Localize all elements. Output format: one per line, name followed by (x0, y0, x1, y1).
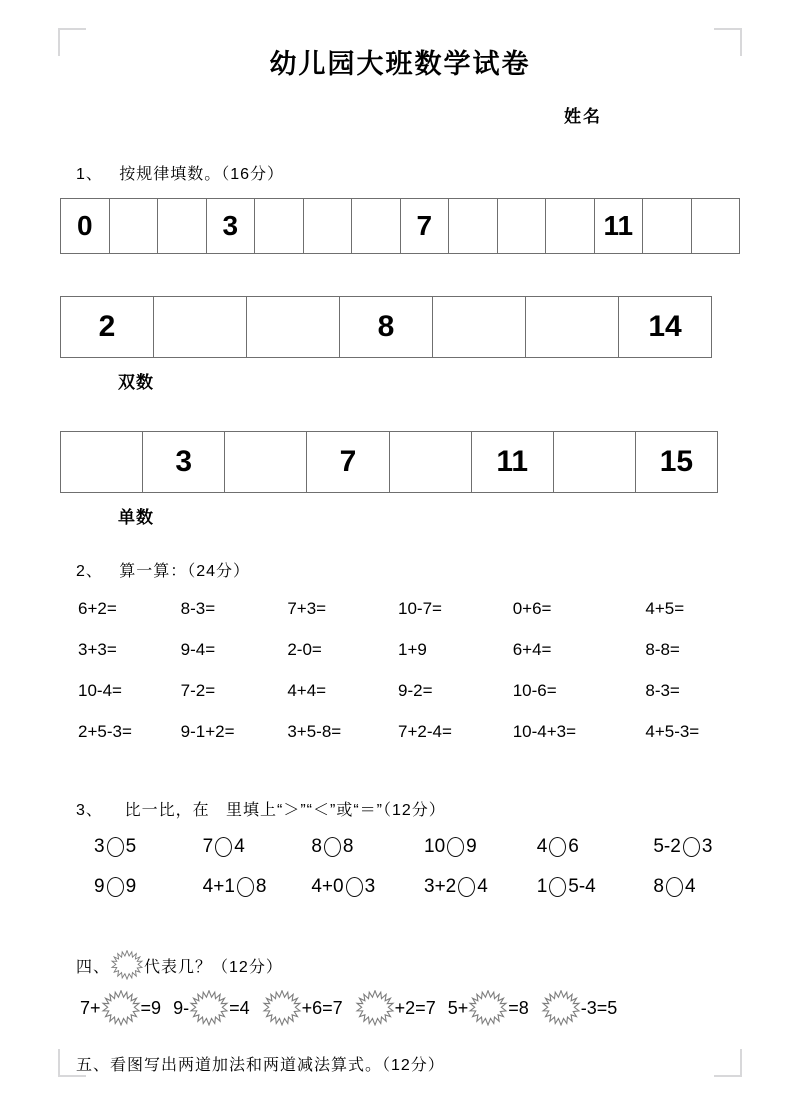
comparison-problem[interactable] (80, 876, 181, 898)
section-3-heading: 3、 比一比，在 里填上“＞”“＜”或“＝”（12分） (76, 802, 446, 820)
comparison-problem[interactable] (289, 876, 398, 898)
number-cell[interactable]: 11 (472, 432, 554, 492)
comparison-problem[interactable] (398, 836, 511, 858)
arithmetic-problem[interactable]: 4+5-3= (645, 722, 700, 742)
starburst-icon (355, 990, 395, 1026)
arithmetic-problem[interactable]: 8-3= (645, 681, 680, 701)
comparison-left-operand: 4+1 (202, 876, 235, 898)
number-cell[interactable] (304, 199, 353, 253)
compare-circle-icon[interactable] (215, 837, 232, 857)
comparison-right-operand: 4 (477, 876, 488, 898)
comparison-right-operand: 5-4 (568, 876, 596, 898)
star-equation[interactable] (173, 990, 250, 1026)
arithmetic-problem[interactable]: 2-0= (287, 640, 322, 660)
comparison-left-operand: 7 (202, 836, 214, 858)
comparison-right-operand: 3 (701, 836, 713, 858)
corner-mark-top-left (58, 28, 86, 56)
comparison-problem[interactable] (623, 836, 740, 858)
comparison-problem[interactable] (398, 876, 511, 898)
arithmetic-problem[interactable]: 6+2= (78, 599, 117, 619)
section-5-heading: 五、看图写出两道加法和两道减法算式。（12分） (76, 1057, 445, 1075)
comparison-left-operand: 1 (536, 876, 548, 898)
star-equation-after: -3=5 (580, 998, 618, 1019)
arithmetic-grid (60, 599, 740, 742)
starburst-icon (189, 990, 229, 1026)
compare-circle-icon[interactable] (346, 877, 363, 897)
number-cell[interactable] (554, 432, 636, 492)
arithmetic-problem[interactable]: 4+5= (645, 599, 685, 619)
arithmetic-problem[interactable]: 6+4= (512, 640, 552, 660)
number-cell[interactable] (498, 199, 547, 253)
number-cell[interactable] (449, 199, 498, 253)
number-cell[interactable]: 14 (619, 297, 712, 357)
compare-circle-icon[interactable] (549, 837, 566, 857)
section-4-heading-suffix: 代表几？（12分） (144, 958, 283, 976)
comparison-problem[interactable] (289, 836, 398, 858)
number-cell[interactable]: 3 (143, 432, 225, 492)
compare-circle-icon[interactable] (458, 877, 475, 897)
comparison-left-operand: 5-2 (653, 836, 681, 858)
arithmetic-problem[interactable]: 7-2= (180, 681, 216, 701)
compare-circle-icon[interactable] (324, 837, 341, 857)
starburst-icon (262, 990, 302, 1026)
number-cell[interactable] (546, 199, 595, 253)
corner-mark-top-right (714, 28, 742, 56)
student-name-label: 姓名 (564, 107, 602, 127)
comparison-row (80, 836, 740, 858)
worksheet-content (0, 127, 800, 1075)
number-strip-3-label: 单数 (118, 508, 154, 528)
comparison-left-operand: 8 (311, 836, 322, 858)
arithmetic-problem[interactable]: 9-2= (398, 681, 433, 701)
comparison-left-operand: 4+0 (311, 876, 344, 898)
number-cell[interactable] (247, 297, 340, 357)
number-cell[interactable] (526, 297, 619, 357)
arithmetic-problem[interactable]: 9-4= (180, 640, 216, 660)
arithmetic-problem[interactable]: 10-4+3= (512, 722, 577, 742)
number-cell[interactable] (225, 432, 307, 492)
comparison-right-operand: 8 (342, 836, 354, 858)
arithmetic-row (70, 640, 734, 660)
number-cell[interactable] (643, 199, 692, 253)
starburst-icon (101, 990, 141, 1026)
comparison-problem[interactable] (511, 836, 624, 858)
comparison-right-operand: 8 (255, 876, 267, 898)
comparison-grid (60, 836, 740, 898)
number-cell[interactable] (692, 199, 741, 253)
number-cell[interactable]: 11 (595, 199, 644, 253)
arithmetic-problem[interactable]: 3+5-8= (287, 722, 342, 742)
star-equation[interactable] (541, 990, 618, 1026)
section-2-heading: 2、 算一算：（24分） (76, 563, 251, 581)
number-cell[interactable] (61, 432, 143, 492)
comparison-left-operand: 8 (653, 876, 664, 898)
number-cell[interactable]: 0 (61, 199, 110, 253)
arithmetic-problem[interactable]: 2+5-3= (78, 722, 132, 742)
comparison-right-operand: 6 (568, 836, 579, 858)
arithmetic-problem[interactable]: 0+6= (512, 599, 552, 619)
compare-circle-icon[interactable] (237, 877, 254, 897)
number-cell[interactable] (158, 199, 207, 253)
star-equation-after: =8 (508, 998, 529, 1019)
number-cell[interactable]: 2 (61, 297, 154, 357)
star-equation-before: 9- (173, 998, 190, 1019)
number-strip-3-odd (60, 431, 718, 493)
number-cell[interactable] (352, 199, 401, 253)
number-strip-1 (60, 198, 740, 254)
arithmetic-problem[interactable]: 7+3= (287, 599, 327, 619)
number-strip-2-label: 双数 (118, 373, 154, 393)
compare-circle-icon[interactable] (107, 837, 124, 857)
compare-circle-icon[interactable] (666, 877, 683, 897)
star-equation[interactable] (448, 990, 529, 1026)
number-strip-2-even (60, 296, 712, 358)
arithmetic-problem[interactable]: 9-1+2= (180, 722, 235, 742)
arithmetic-problem[interactable]: 8-3= (180, 599, 216, 619)
arithmetic-problem[interactable]: 7+2-4= (398, 722, 452, 742)
comparison-left-operand: 3+2 (424, 876, 457, 898)
arithmetic-problem[interactable]: 10-6= (512, 681, 557, 701)
comparison-problem[interactable] (623, 876, 740, 898)
arithmetic-row (70, 681, 734, 701)
arithmetic-problem[interactable]: 1+9 (398, 640, 427, 660)
section-4-heading (60, 950, 740, 980)
number-cell[interactable]: 7 (401, 199, 450, 253)
comparison-left-operand: 4 (536, 836, 548, 858)
star-equation-after: +6=7 (301, 998, 343, 1019)
star-equation-before: 7+ (80, 998, 101, 1019)
section-1-heading: 1、 按规律填数。（16分） (76, 166, 285, 184)
number-cell[interactable]: 7 (307, 432, 389, 492)
arithmetic-problem[interactable]: 10-7= (398, 599, 442, 619)
star-equation-before: 5+ (447, 998, 469, 1019)
arithmetic-problem[interactable]: 4+4= (287, 681, 327, 701)
comparison-row (80, 876, 740, 898)
number-cell[interactable] (110, 199, 159, 253)
comparison-right-operand: 3 (364, 876, 376, 898)
compare-circle-icon[interactable] (683, 837, 700, 857)
comparison-problem[interactable] (181, 836, 290, 858)
section-4-heading-prefix: 四、 (76, 958, 111, 976)
comparison-right-operand: 4 (684, 876, 696, 898)
comparison-problem[interactable] (511, 876, 624, 898)
comparison-problem[interactable] (181, 876, 290, 898)
comparison-right-operand: 5 (125, 836, 137, 858)
page-title: 幼儿园大班数学试卷 (269, 49, 531, 79)
number-cell[interactable]: 8 (340, 297, 433, 357)
compare-circle-icon[interactable] (107, 877, 124, 897)
comparison-right-operand: 9 (466, 836, 477, 858)
comparison-right-operand: 4 (234, 836, 245, 858)
star-equation-after: =9 (140, 998, 162, 1019)
star-equation[interactable] (262, 990, 343, 1026)
number-cell[interactable] (390, 432, 472, 492)
number-cell[interactable]: 15 (636, 432, 718, 492)
compare-circle-icon[interactable] (447, 837, 464, 857)
comparison-left-operand: 10 (424, 836, 446, 858)
star-equation[interactable] (355, 990, 436, 1026)
comparison-left-operand: 9 (94, 876, 105, 898)
arithmetic-row (70, 599, 734, 619)
number-cell[interactable]: 3 (207, 199, 256, 253)
starburst-icon (541, 990, 581, 1026)
compare-circle-icon[interactable] (549, 877, 566, 897)
comparison-right-operand: 9 (125, 876, 137, 898)
number-cell[interactable] (255, 199, 304, 253)
arithmetic-problem[interactable]: 10-4= (78, 681, 122, 701)
star-equation-after: =4 (229, 998, 250, 1019)
comparison-left-operand: 3 (94, 836, 105, 858)
comparison-problem[interactable] (80, 836, 181, 858)
arithmetic-problem[interactable]: 8-8= (645, 640, 680, 660)
number-cell[interactable] (433, 297, 526, 357)
number-cell[interactable] (154, 297, 247, 357)
starburst-icon (468, 990, 508, 1026)
star-equation-after: +2=7 (394, 998, 436, 1019)
arithmetic-row (70, 722, 734, 742)
star-equation[interactable] (80, 990, 161, 1026)
section-4-items (60, 990, 740, 1026)
starburst-icon (110, 950, 144, 980)
arithmetic-problem[interactable]: 3+3= (78, 640, 117, 660)
